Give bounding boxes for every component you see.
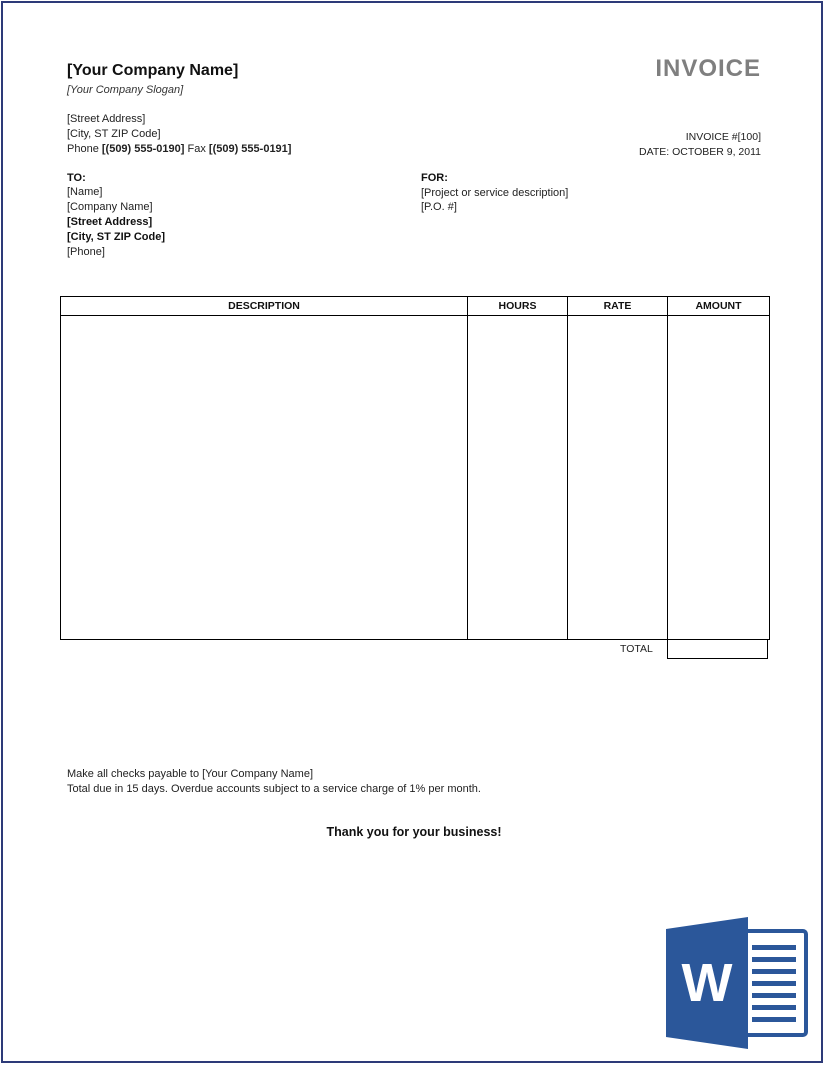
to-phone: [Phone] — [67, 246, 105, 258]
microsoft-word-icon — [664, 915, 808, 1051]
for-po: [P.O. #] — [421, 201, 457, 213]
payment-terms: Total due in 15 days. Overdue accounts subject to a service charge of 1% per month. — [67, 783, 481, 795]
table-row — [61, 316, 770, 640]
items-table — [60, 296, 770, 640]
column-header-rate: RATE — [568, 297, 668, 316]
phone-label: Phone — [67, 143, 99, 155]
company-slogan: [Your Company Slogan] — [67, 84, 184, 96]
for-label: FOR: — [421, 172, 448, 184]
amount-cell[interactable] — [668, 316, 770, 640]
invoice-number: INVOICE #[100] — [685, 131, 761, 143]
rate-cell[interactable] — [568, 316, 668, 640]
phone-number: [(509) 555-0190] — [101, 143, 185, 155]
column-header-description: DESCRIPTION — [61, 297, 468, 316]
column-header-amount: AMOUNT — [668, 297, 770, 316]
hours-cell[interactable] — [468, 316, 568, 640]
total-label: TOTAL — [620, 643, 653, 655]
to-city: [City, ST ZIP Code] — [67, 231, 165, 243]
company-name: [Your Company Name] — [67, 62, 239, 79]
fax-number: [(509) 555-0191] — [208, 143, 292, 155]
fax-label: Fax — [187, 143, 206, 155]
company-street: [Street Address] — [67, 113, 146, 125]
to-name: [Name] — [67, 186, 103, 198]
for-description: [Project or service description] — [421, 187, 569, 199]
total-value-cell[interactable] — [667, 640, 768, 659]
to-company: [Company Name] — [67, 201, 153, 213]
table-header-row — [61, 297, 770, 316]
invoice-title: INVOICE — [655, 55, 761, 82]
to-street: [Street Address] — [67, 216, 153, 228]
company-city: [City, ST ZIP Code] — [67, 128, 161, 140]
to-label: TO: — [67, 172, 86, 184]
company-phone-line — [67, 143, 291, 155]
thank-you-message: Thank you for your business! — [326, 825, 502, 839]
invoice-date: DATE: OCTOBER 9, 2011 — [639, 146, 761, 158]
description-cell[interactable] — [61, 316, 468, 640]
word-icon-letter: W — [681, 953, 733, 1013]
payment-instructions: Make all checks payable to [Your Company Name] — [67, 768, 313, 780]
column-header-hours: HOURS — [468, 297, 568, 316]
